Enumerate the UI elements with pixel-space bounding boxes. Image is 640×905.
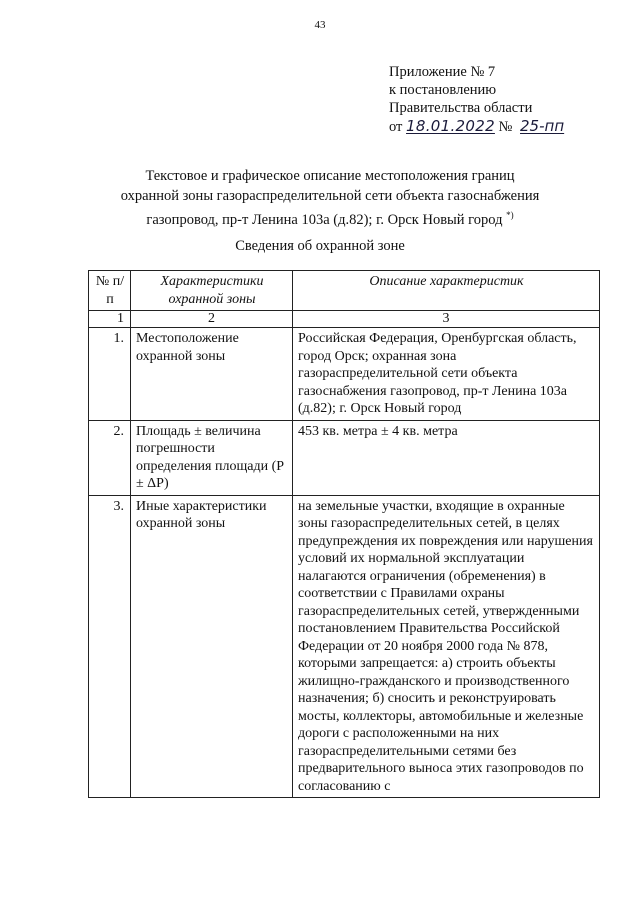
appendix-block bbox=[389, 63, 564, 136]
appendix-line1: Приложение № 7 bbox=[389, 64, 496, 80]
footnote-mark: *) bbox=[506, 210, 514, 220]
row-characteristic: Иные характеристики охранной зоны bbox=[131, 495, 293, 798]
handwritten-date: 18.01.2022 bbox=[406, 117, 495, 135]
number-prefix: № bbox=[498, 119, 513, 135]
table-row bbox=[89, 495, 600, 798]
title-line1: Текстовое и графическое описание местоположения границ bbox=[145, 168, 515, 184]
handwritten-number: 25-пп bbox=[520, 117, 565, 135]
zone-table bbox=[88, 270, 600, 798]
section-subtitle: Сведения об охранной зоне bbox=[235, 238, 405, 254]
column-number-row bbox=[89, 311, 600, 328]
row-description: Российская Федерация, Оренбургская область, город Орск; охранная зона газораспределительной сети объекта газоснабжения газопровод, пр-т Ленина 103а (д.82); г. Орск Новый город bbox=[293, 328, 600, 421]
row-description: 453 кв. метра ± 4 кв. метра bbox=[293, 420, 600, 495]
table-row bbox=[89, 328, 600, 421]
table-row bbox=[89, 420, 600, 495]
date-prefix: от bbox=[389, 119, 403, 135]
row-characteristic: Площадь ± величина погрешности определения площади (Р ± ΔР) bbox=[131, 420, 293, 495]
header-description: Описание характеристик bbox=[293, 271, 600, 311]
row-number: 3. bbox=[89, 495, 131, 798]
row-description: на земельные участки, входящие в охранные зоны газораспределительных сетей, в целях предупреждения их повреждения или нарушения условий их нормальной эксплуатации налагаются ограничения (обременения) в соответствии с Правилами охраны газораспределительных сетей, утвержденными постановлением Правительства Российской Федерации от 20 ноября 2000 года № 878, которыми запрещается: а) строить объекты жилищно-гражданского и производственного назначения; б) сносить и реконструировать мосты, коллекторы, автомобильные и железные дороги с расположенными на них газораспределительными сетями без предварительного выноса этих газопроводов по согласованию с bbox=[293, 495, 600, 798]
row-number: 2. bbox=[89, 420, 131, 495]
appendix-date-line bbox=[389, 117, 564, 136]
header-number: № п/п bbox=[89, 271, 131, 311]
page-number: 43 bbox=[314, 19, 326, 31]
header-characteristic: Характеристики охранной зоны bbox=[131, 271, 293, 311]
title-line3-text: газопровод, пр-т Ленина 103а (д.82); г. Орск Новый город bbox=[146, 211, 503, 228]
appendix-line2: к постановлению bbox=[389, 82, 497, 98]
column-number: 1 bbox=[89, 311, 131, 328]
row-characteristic: Местоположение охранной зоны bbox=[131, 328, 293, 421]
table-header-row bbox=[89, 271, 600, 311]
column-number: 3 bbox=[293, 311, 600, 328]
title-line2: охранной зоны газораспределительной сети объекта газоснабжения bbox=[120, 187, 540, 204]
row-number: 1. bbox=[89, 328, 131, 421]
appendix-line3: Правительства области bbox=[389, 100, 533, 116]
document-title bbox=[70, 167, 590, 230]
title-line3 bbox=[70, 206, 590, 230]
column-number: 2 bbox=[131, 311, 293, 328]
